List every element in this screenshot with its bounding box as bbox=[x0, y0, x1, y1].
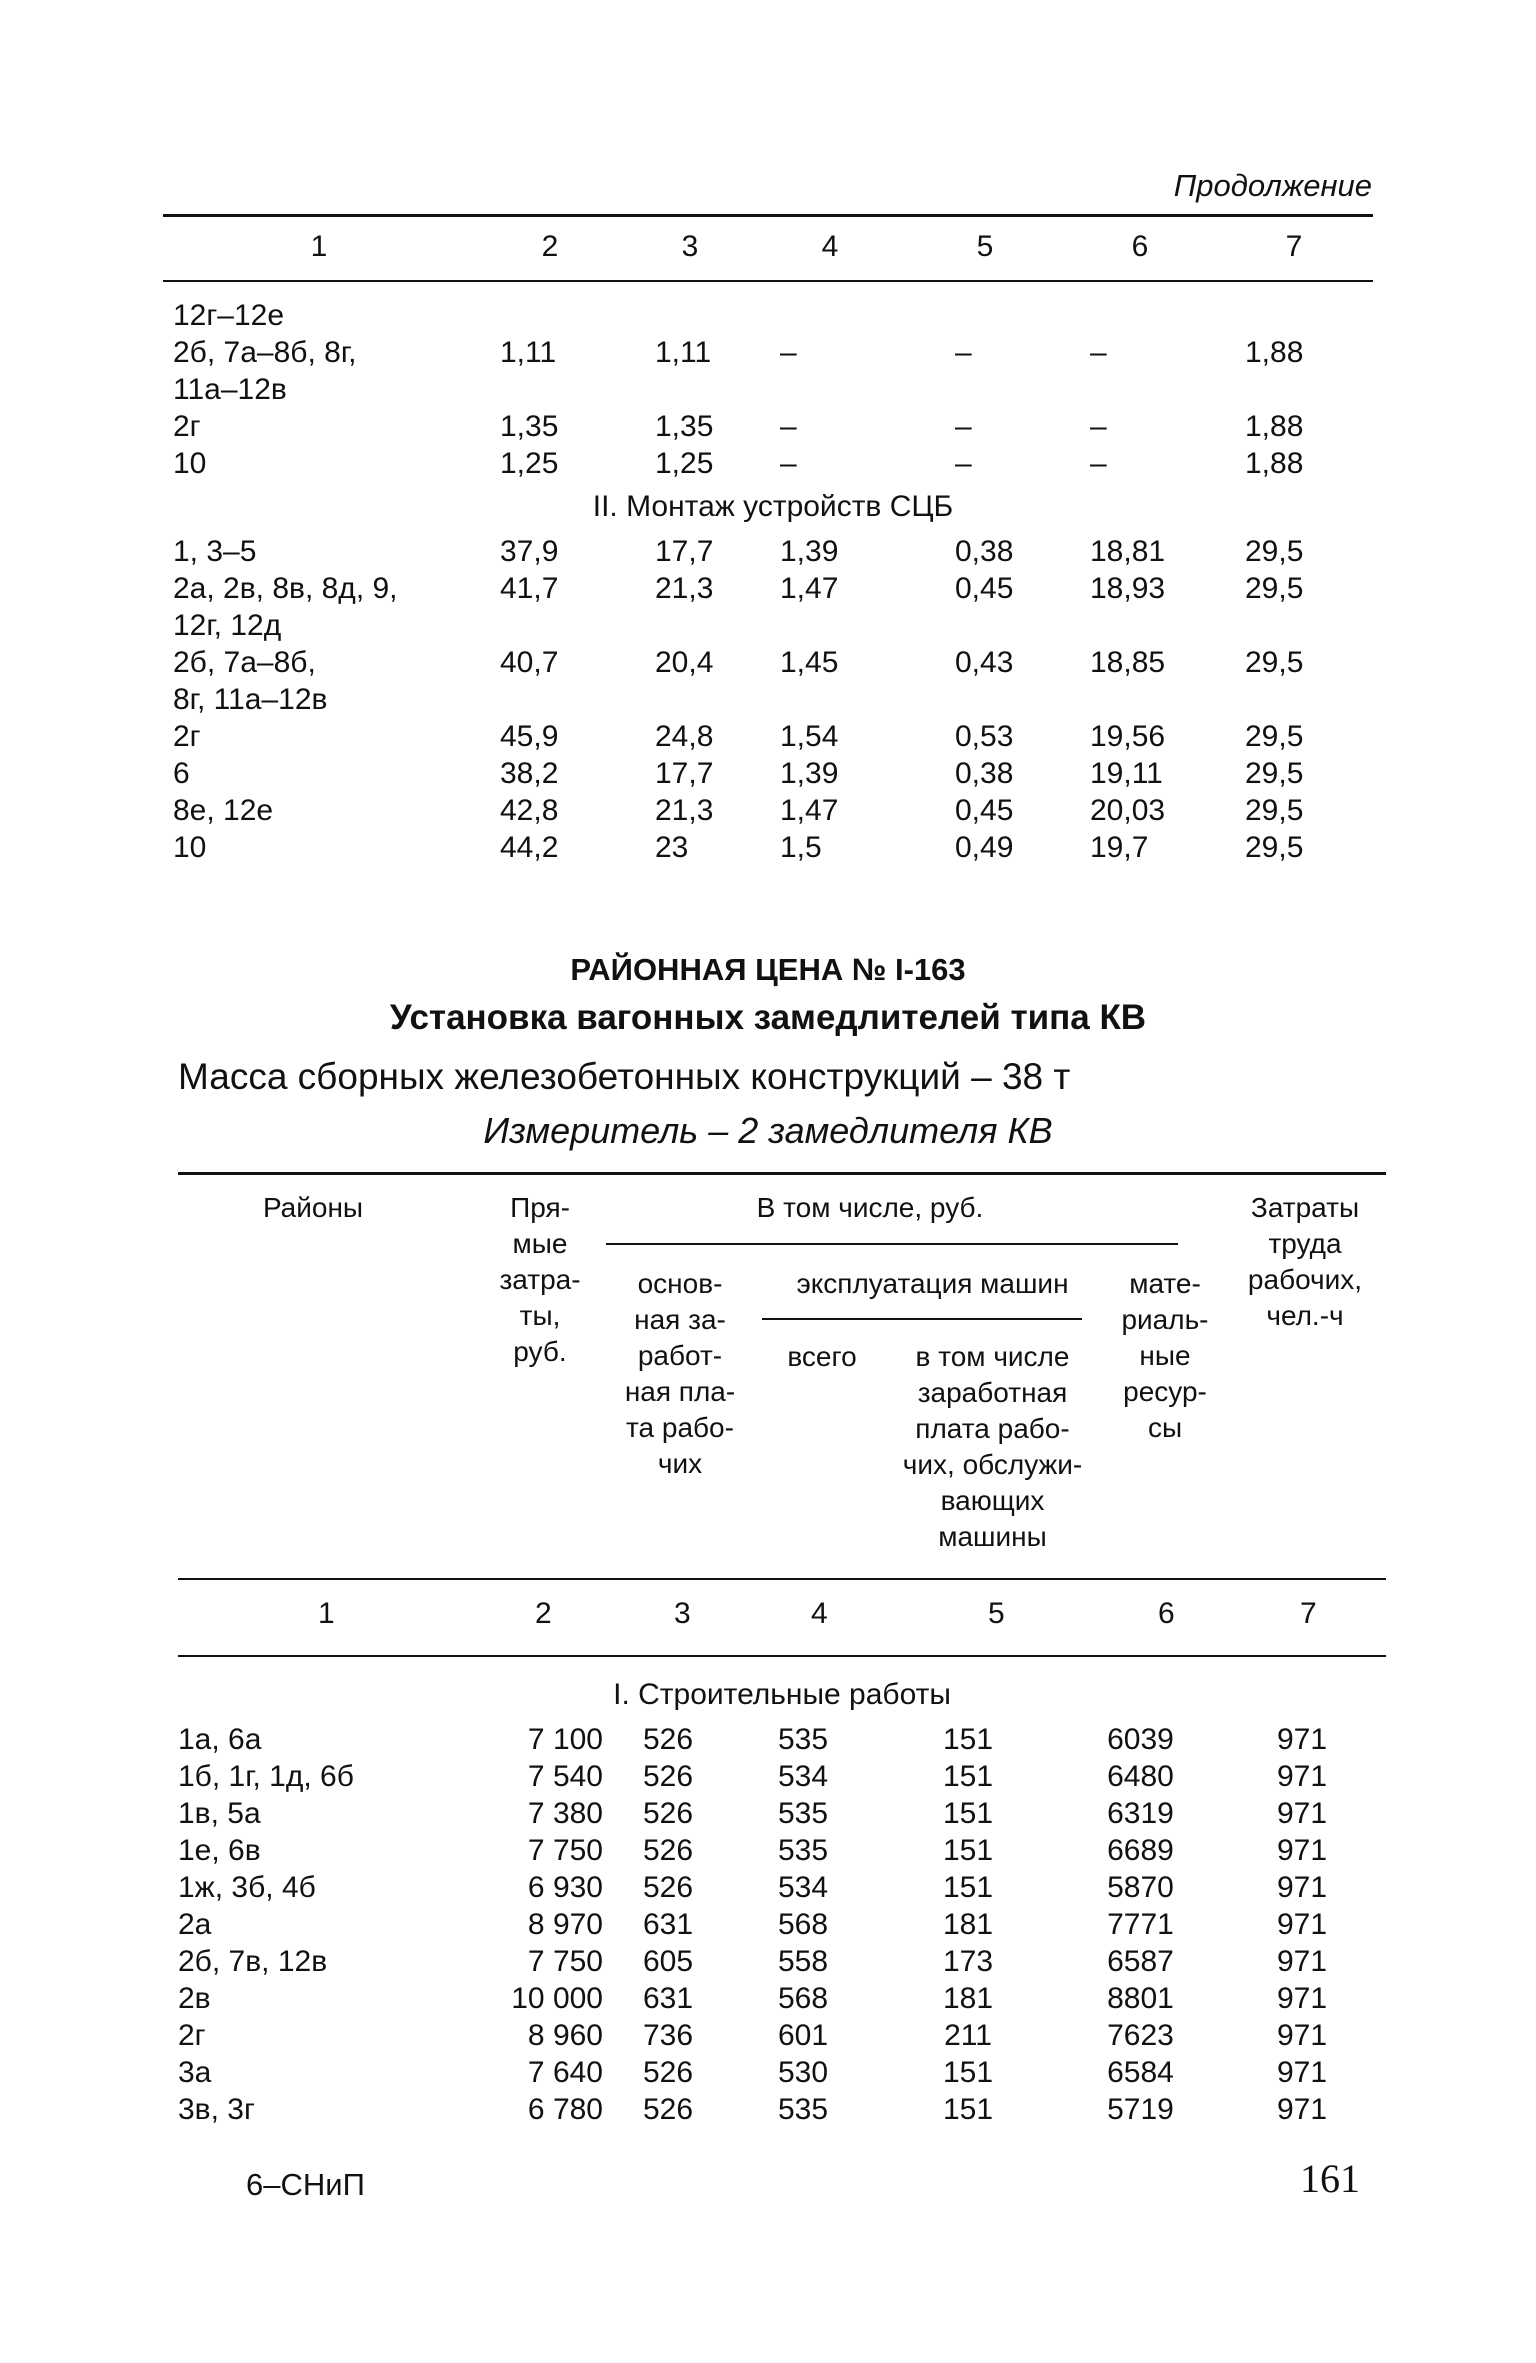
t1-hnum: 3 bbox=[681, 230, 699, 263]
region-cell: 6 bbox=[173, 757, 190, 790]
value-cell: 38,2 bbox=[500, 757, 559, 790]
continuation-label: Продолжение bbox=[1173, 168, 1372, 203]
value-cell bbox=[955, 297, 1090, 334]
value-cell: 42,8 bbox=[500, 794, 559, 827]
value-cell: 17,7 bbox=[655, 757, 714, 790]
value-cell: 173 bbox=[942, 1945, 994, 1978]
rule-table2-numbers bbox=[178, 1655, 1386, 1657]
value-cell: 6480 bbox=[1107, 1760, 1174, 1793]
value-cell: 601 bbox=[777, 2019, 829, 2052]
table-row bbox=[178, 2017, 1386, 2054]
value-cell bbox=[655, 297, 780, 334]
value-cell: 151 bbox=[942, 1760, 994, 1793]
hdr-including: В том числе, руб. bbox=[756, 1192, 984, 1223]
value-cell bbox=[780, 607, 955, 644]
table2-body bbox=[178, 1670, 1386, 2128]
value-cell: 535 bbox=[777, 1834, 829, 1867]
value-cell: 631 bbox=[642, 1982, 694, 2015]
value-cell: 971 bbox=[1276, 1945, 1328, 1978]
region-cell: 1ж, 3б, 4б bbox=[178, 1871, 316, 1904]
region-cell: 12г, 12д bbox=[173, 609, 282, 642]
value-cell bbox=[655, 607, 780, 644]
value-cell: 151 bbox=[942, 2056, 994, 2089]
value-cell: 971 bbox=[1276, 1871, 1328, 1904]
t1-hnum: 2 bbox=[541, 230, 559, 263]
rule-including bbox=[606, 1243, 1178, 1245]
value-cell bbox=[1090, 607, 1245, 644]
value-cell: 0,38 bbox=[955, 757, 1014, 790]
value-cell bbox=[1245, 607, 1373, 644]
value-cell: 0,45 bbox=[955, 572, 1014, 605]
value-cell: 631 bbox=[642, 1908, 694, 1941]
value-cell bbox=[500, 607, 655, 644]
value-cell: 6689 bbox=[1107, 1834, 1174, 1867]
value-cell: 23 bbox=[655, 831, 689, 864]
table-row bbox=[173, 533, 1373, 570]
value-cell bbox=[955, 371, 1090, 408]
value-cell: 29,5 bbox=[1245, 720, 1304, 753]
region-cell: 8г, 11а–12в bbox=[173, 683, 328, 716]
value-cell: 568 bbox=[777, 1908, 829, 1941]
region-cell: 1в, 5а bbox=[178, 1797, 261, 1830]
table-row bbox=[173, 829, 1373, 866]
value-cell: 568 bbox=[777, 1982, 829, 2015]
value-cell bbox=[1245, 297, 1373, 334]
value-cell: 0,38 bbox=[955, 535, 1014, 568]
value-cell: 8 960 bbox=[527, 2019, 603, 2052]
meter-text: Измеритель – 2 замедлителя КВ bbox=[483, 1110, 1053, 1151]
region-cell: 8е, 12е bbox=[173, 794, 274, 827]
t2-colnum: 6 bbox=[1158, 1597, 1175, 1630]
value-cell: 1,5 bbox=[780, 831, 822, 864]
value-cell: 1,88 bbox=[1245, 447, 1304, 480]
value-cell bbox=[500, 371, 655, 408]
value-cell: 151 bbox=[942, 1797, 994, 1830]
table-row bbox=[173, 755, 1373, 792]
region-cell: 10 bbox=[173, 831, 207, 864]
rule-table2-header bbox=[178, 1578, 1386, 1580]
table-row bbox=[173, 334, 1373, 371]
value-cell bbox=[955, 681, 1090, 718]
region-cell: 2г bbox=[173, 410, 201, 443]
t2-colnum: 2 bbox=[535, 1597, 552, 1630]
table-row bbox=[178, 2091, 1386, 2128]
table-row bbox=[173, 371, 1373, 408]
value-cell: 19,11 bbox=[1090, 757, 1163, 790]
value-cell: 971 bbox=[1276, 1908, 1328, 1941]
rule-machine bbox=[762, 1318, 1082, 1320]
mass-text: Масса сборных железобетонных конструкций – 38 т bbox=[178, 1056, 1071, 1097]
value-cell: 1,35 bbox=[655, 410, 714, 443]
t1-hnum: 5 bbox=[976, 230, 994, 263]
value-cell: 37,9 bbox=[500, 535, 559, 568]
value-cell: 534 bbox=[777, 1871, 829, 1904]
value-cell: – bbox=[780, 410, 797, 443]
value-cell: 0,49 bbox=[955, 831, 1014, 864]
table-row bbox=[173, 718, 1373, 755]
value-cell: 6039 bbox=[1107, 1723, 1174, 1756]
value-cell bbox=[655, 681, 780, 718]
value-cell: 18,85 bbox=[1090, 646, 1166, 679]
value-cell bbox=[1245, 681, 1373, 718]
value-cell: 41,7 bbox=[500, 572, 559, 605]
value-cell: 526 bbox=[642, 1723, 694, 1756]
table-row bbox=[173, 570, 1373, 607]
value-cell: 151 bbox=[942, 2093, 994, 2126]
value-cell: 21,3 bbox=[655, 572, 714, 605]
value-cell: 6319 bbox=[1107, 1797, 1174, 1830]
table-row bbox=[173, 408, 1373, 445]
value-cell: 29,5 bbox=[1245, 572, 1304, 605]
value-cell: 29,5 bbox=[1245, 757, 1304, 790]
value-cell: 7 380 bbox=[527, 1797, 603, 1830]
value-cell: 5719 bbox=[1107, 2093, 1174, 2126]
value-cell: – bbox=[955, 336, 972, 369]
region-cell: 12г–12е bbox=[173, 299, 285, 332]
value-cell bbox=[1090, 297, 1245, 334]
value-cell: 558 bbox=[777, 1945, 829, 1978]
table-row bbox=[173, 607, 1373, 644]
value-cell: 6 930 bbox=[527, 1871, 603, 1904]
value-cell: 0,45 bbox=[955, 794, 1014, 827]
value-cell: 535 bbox=[777, 2093, 829, 2126]
value-cell: 40,7 bbox=[500, 646, 559, 679]
value-cell: 8 970 bbox=[527, 1908, 603, 1941]
table-row bbox=[178, 1795, 1386, 1832]
hdr-labor: Затраты труда рабочих, чел.-ч bbox=[1247, 1192, 1363, 1331]
region-cell: 2а, 2в, 8в, 8д, 9, bbox=[173, 572, 398, 605]
value-cell: 7 750 bbox=[527, 1945, 603, 1978]
value-cell: 45,9 bbox=[500, 720, 559, 753]
value-cell: 20,4 bbox=[655, 646, 714, 679]
table-row bbox=[178, 1906, 1386, 1943]
region-cell: 2б, 7а–8б, bbox=[173, 646, 316, 679]
region-cell: 2в bbox=[178, 1982, 211, 2015]
region-cell: 1е, 6в bbox=[178, 1834, 261, 1867]
value-cell: 1,47 bbox=[780, 572, 839, 605]
table1-header bbox=[163, 228, 1373, 265]
hdr-materials: мате- риаль- ные ресур- сы bbox=[1121, 1268, 1209, 1443]
region-cell: 3а bbox=[178, 2056, 212, 2089]
hdr-incl-machine-wage: в том числе заработная плата рабо- чих, обслужи- вающих машины bbox=[902, 1341, 1083, 1552]
value-cell: 6584 bbox=[1107, 2056, 1174, 2089]
value-cell: 526 bbox=[642, 1797, 694, 1830]
value-cell: 971 bbox=[1276, 1982, 1328, 2015]
table-row bbox=[178, 1721, 1386, 1758]
value-cell: 1,88 bbox=[1245, 336, 1304, 369]
region-cell: 1, 3–5 bbox=[173, 535, 257, 568]
value-cell: 971 bbox=[1276, 2056, 1328, 2089]
value-cell: 6 780 bbox=[527, 2093, 603, 2126]
value-cell: 7 100 bbox=[527, 1723, 603, 1756]
footer-left: 6–СНиП bbox=[246, 2167, 365, 2202]
value-cell: 7771 bbox=[1107, 1908, 1174, 1941]
value-cell: – bbox=[955, 447, 972, 480]
value-cell: 971 bbox=[1276, 1834, 1328, 1867]
t1-hnum: 1 bbox=[310, 230, 328, 263]
region-cell: 1б, 1г, 1д, 6б bbox=[178, 1760, 354, 1793]
table1-section-title: II. Монтаж устройств СЦБ bbox=[592, 490, 954, 523]
value-cell bbox=[955, 607, 1090, 644]
value-cell: 7623 bbox=[1107, 2019, 1174, 2052]
value-cell: 605 bbox=[642, 1945, 694, 1978]
value-cell: 19,56 bbox=[1090, 720, 1166, 753]
value-cell: 1,11 bbox=[655, 336, 712, 369]
value-cell: 18,81 bbox=[1090, 535, 1166, 568]
value-cell: 971 bbox=[1276, 1760, 1328, 1793]
t2-colnum: 4 bbox=[811, 1597, 828, 1630]
region-cell: 11а–12в bbox=[173, 373, 287, 406]
value-cell: 7 540 bbox=[527, 1760, 603, 1793]
value-cell: 211 bbox=[944, 2019, 992, 2052]
value-cell: 151 bbox=[942, 1834, 994, 1867]
t1-hnum: 4 bbox=[821, 230, 839, 263]
value-cell: 526 bbox=[642, 1871, 694, 1904]
value-cell: 18,93 bbox=[1090, 572, 1166, 605]
value-cell: – bbox=[780, 336, 797, 369]
value-cell: 971 bbox=[1276, 1723, 1328, 1756]
value-cell: 1,25 bbox=[500, 447, 559, 480]
table-row bbox=[173, 792, 1373, 829]
value-cell: 1,47 bbox=[780, 794, 839, 827]
value-cell bbox=[1090, 681, 1245, 718]
value-cell: 10 000 bbox=[511, 1982, 603, 2015]
work-title: Установка вагонных замедлителей типа КВ bbox=[389, 998, 1147, 1037]
value-cell: 971 bbox=[1276, 1797, 1328, 1830]
table1-section-row bbox=[173, 482, 1373, 533]
value-cell: 7 640 bbox=[527, 2056, 603, 2089]
region-cell: 10 bbox=[173, 447, 207, 480]
hdr-direct-costs: Пря- мые затра- ты, руб. bbox=[499, 1192, 581, 1367]
value-cell: 1,45 bbox=[780, 646, 839, 679]
value-cell: 29,5 bbox=[1245, 794, 1304, 827]
region-cell: 2б, 7а–8б, 8г, bbox=[173, 336, 357, 369]
rule-table1-header bbox=[163, 280, 1373, 282]
table2-section-row bbox=[178, 1670, 1386, 1721]
table1-header-row bbox=[163, 228, 1373, 265]
value-cell: – bbox=[1090, 447, 1107, 480]
value-cell: 5870 bbox=[1107, 1871, 1174, 1904]
value-cell: 8801 bbox=[1107, 1982, 1174, 2015]
page-number: 161 bbox=[1300, 2156, 1360, 2201]
value-cell: 535 bbox=[777, 1797, 829, 1830]
t2-colnum: 1 bbox=[318, 1597, 335, 1630]
t2-colnum: 3 bbox=[674, 1597, 691, 1630]
value-cell bbox=[1245, 371, 1373, 408]
hdr-regions: Районы bbox=[262, 1192, 364, 1223]
region-cell: 2г bbox=[178, 2019, 206, 2052]
value-cell: 29,5 bbox=[1245, 646, 1304, 679]
value-cell bbox=[780, 681, 955, 718]
value-cell: 530 bbox=[777, 2056, 829, 2089]
value-cell: 24,8 bbox=[655, 720, 714, 753]
t1-hnum: 6 bbox=[1131, 230, 1149, 263]
t1-hnum: 7 bbox=[1285, 230, 1303, 263]
value-cell: 526 bbox=[642, 2056, 694, 2089]
hdr-machine-operation: эксплуатация машин bbox=[796, 1268, 1069, 1299]
value-cell: 1,39 bbox=[780, 757, 839, 790]
value-cell: – bbox=[1090, 410, 1107, 443]
value-cell: 19,7 bbox=[1090, 831, 1149, 864]
value-cell: – bbox=[1090, 336, 1107, 369]
t2-colnum: 5 bbox=[988, 1597, 1005, 1630]
value-cell: 44,2 bbox=[500, 831, 559, 864]
value-cell: 151 bbox=[942, 1871, 994, 1904]
value-cell: 181 bbox=[942, 1982, 994, 2015]
value-cell: 21,3 bbox=[655, 794, 714, 827]
value-cell: 6587 bbox=[1107, 1945, 1174, 1978]
value-cell: 1,25 bbox=[655, 447, 714, 480]
value-cell: 0,43 bbox=[955, 646, 1014, 679]
value-cell bbox=[655, 371, 780, 408]
table-row bbox=[173, 681, 1373, 718]
value-cell: 1,39 bbox=[780, 535, 839, 568]
value-cell: 1,35 bbox=[500, 410, 559, 443]
region-cell: 2а bbox=[178, 1908, 212, 1941]
value-cell: 20,03 bbox=[1090, 794, 1166, 827]
table-row bbox=[178, 1980, 1386, 2017]
value-cell: 7 750 bbox=[527, 1834, 603, 1867]
table-row bbox=[178, 1943, 1386, 1980]
value-cell bbox=[780, 371, 955, 408]
value-cell: – bbox=[955, 410, 972, 443]
table-row bbox=[178, 2054, 1386, 2091]
value-cell bbox=[500, 681, 655, 718]
value-cell: 1,88 bbox=[1245, 410, 1304, 443]
table-row bbox=[173, 445, 1373, 482]
value-cell: 526 bbox=[642, 1760, 694, 1793]
table-row bbox=[173, 644, 1373, 681]
rule-top bbox=[163, 214, 1373, 217]
table-row bbox=[178, 1758, 1386, 1795]
table-row bbox=[178, 1832, 1386, 1869]
value-cell bbox=[500, 297, 655, 334]
table-row bbox=[178, 1869, 1386, 1906]
price-title: РАЙОННАЯ ЦЕНА № I-163 bbox=[570, 952, 966, 987]
value-cell: 535 bbox=[777, 1723, 829, 1756]
value-cell: 1,11 bbox=[500, 336, 557, 369]
value-cell: 526 bbox=[642, 1834, 694, 1867]
table1-body bbox=[173, 297, 1373, 866]
value-cell: 534 bbox=[777, 1760, 829, 1793]
region-cell: 2б, 7в, 12в bbox=[178, 1945, 328, 1978]
value-cell bbox=[1090, 371, 1245, 408]
rule-table2-top bbox=[178, 1172, 1386, 1175]
value-cell: 1,54 bbox=[780, 720, 839, 753]
value-cell: 29,5 bbox=[1245, 831, 1304, 864]
region-cell: 1а, 6а bbox=[178, 1723, 262, 1756]
region-cell: 3в, 3г bbox=[178, 2093, 255, 2126]
value-cell: 0,53 bbox=[955, 720, 1014, 753]
value-cell: 151 bbox=[942, 1723, 994, 1756]
value-cell: 971 bbox=[1276, 2019, 1328, 2052]
value-cell: – bbox=[780, 447, 797, 480]
value-cell bbox=[780, 297, 955, 334]
hdr-total: всего bbox=[787, 1341, 857, 1372]
value-cell: 526 bbox=[642, 2093, 694, 2126]
value-cell: 736 bbox=[642, 2019, 694, 2052]
region-cell: 2г bbox=[173, 720, 201, 753]
table2-section-title: I. Строительные работы bbox=[613, 1678, 951, 1711]
value-cell: 181 bbox=[942, 1908, 994, 1941]
t2-colnum: 7 bbox=[1300, 1597, 1317, 1630]
hdr-basic-wage: основ- ная за- работ- ная пла- та рабо- чих bbox=[624, 1268, 736, 1479]
value-cell: 29,5 bbox=[1245, 535, 1304, 568]
table-row bbox=[173, 297, 1373, 334]
value-cell: 17,7 bbox=[655, 535, 714, 568]
value-cell: 971 bbox=[1276, 2093, 1328, 2126]
